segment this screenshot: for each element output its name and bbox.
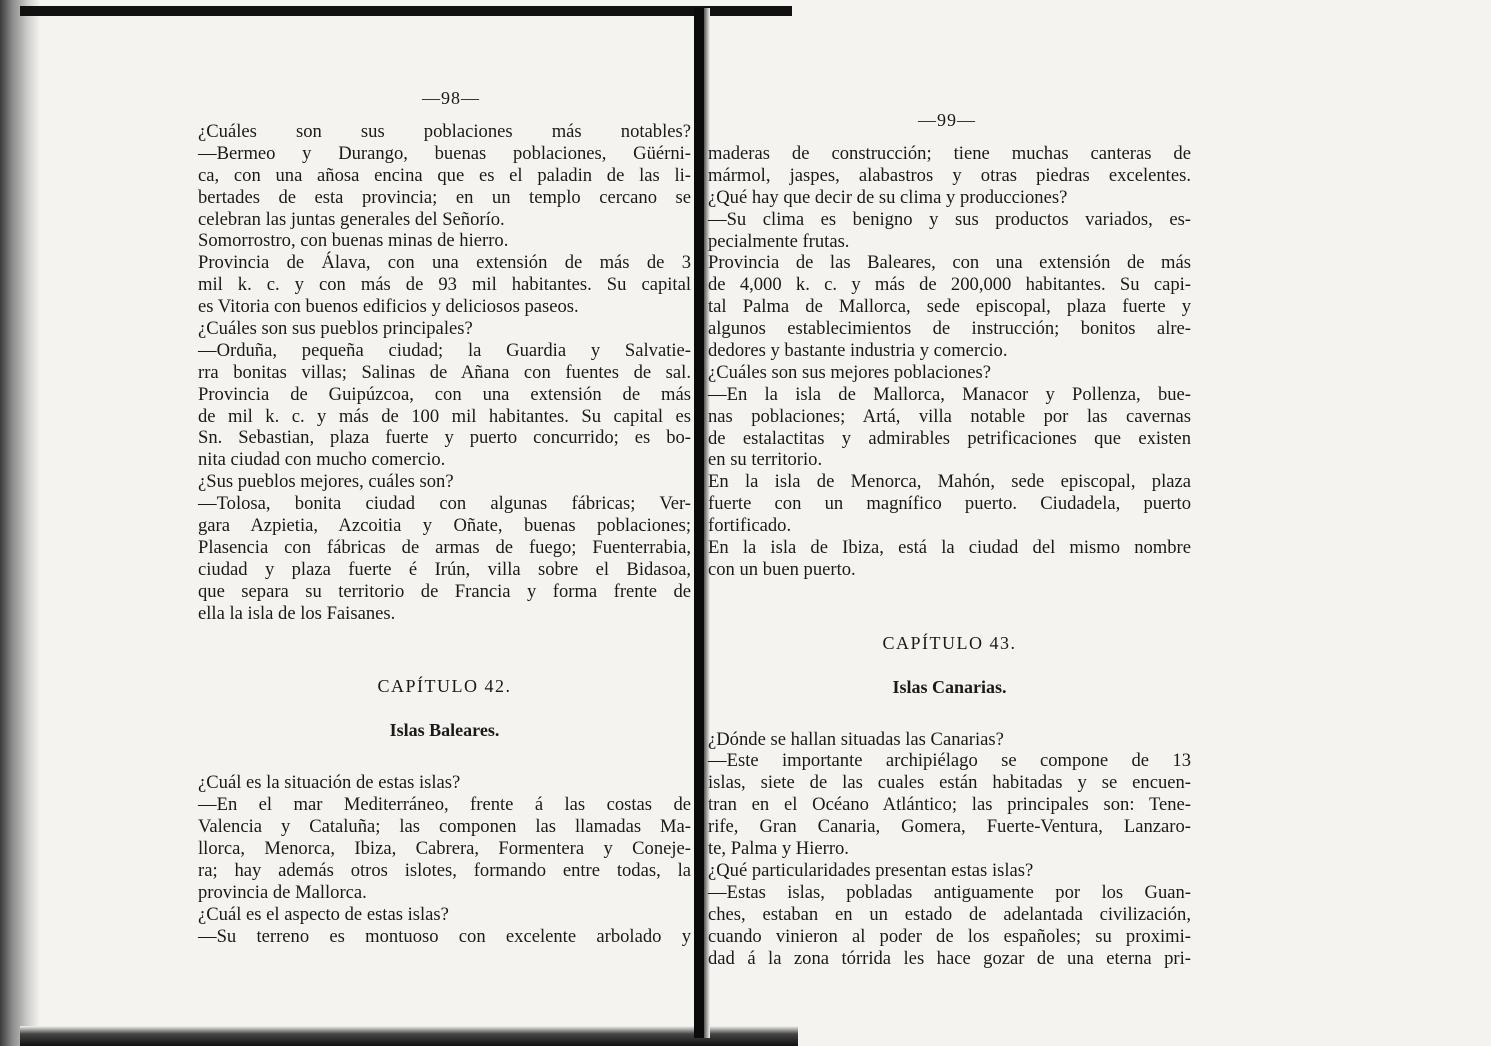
text-line: —Tolosa, bonita ciudad con algunas fábricas; Ver- [198, 493, 691, 515]
text-line: En la isla de Menorca, Mahón, sede episcopal, plaza [708, 471, 1191, 493]
text-line: ¿Cuáles son sus pueblos principales? [198, 318, 473, 340]
text-line: —Su clima es benigno y sus productos variados, es- [708, 208, 1191, 230]
text-line: ra; hay además otros islotes, formando entre todas, la [198, 859, 691, 881]
text-line: ciudad y plaza fuerte é Irún, villa sobre el Bidasoa, [198, 558, 691, 580]
text-line: de mil k. c. y más de 100 mil habitantes. Su capital es [198, 405, 691, 427]
text-line: con un buen puerto. [708, 558, 856, 580]
text-line: tal Palma de Mallorca, sede episcopal, plaza fuerte y [708, 296, 1191, 318]
text-line: ¿Cuál es el aspecto de estas islas? [198, 903, 449, 925]
scan-edge-shadow [0, 0, 40, 1046]
text-line: —Orduña, pequeña ciudad; la Guardia y Salvatie- [198, 339, 691, 361]
text-line: ches, estaban en un estado de adelantada civilización, [708, 903, 1191, 925]
right-page-body-b [708, 729, 1191, 970]
left-page [198, 121, 691, 947]
left-page-body-a [198, 121, 691, 624]
text-line: Provincia de Álava, con una extensión de más de 3 [198, 252, 691, 274]
text-line: —En la isla de Mallorca, Manacor y Pollenza, bue- [708, 383, 1191, 405]
chapter-heading: CAPÍTULO 42. [377, 676, 512, 697]
text-line: ¿Sus pueblos mejores, cuáles son? [198, 471, 454, 493]
text-line: ¿Dónde se hallan situadas las Canarias? [708, 728, 1004, 750]
text-line: Sn. Sebastian, plaza fuerte y puerto concurrido; es bo- [198, 427, 691, 449]
text-line: ¿Cuál es la situación de estas islas? [198, 772, 461, 794]
text-line: cuando vinieron al poder de los españoles; su proximi- [708, 925, 1191, 947]
text-line: fuerte con un magnífico puerto. Ciudadela, puerto [708, 493, 1191, 515]
text-line: —Estas islas, pobladas antiguamente por los Guan- [708, 881, 1191, 903]
text-line: rra bonitas villas; Salinas de Añana con fuentes de sal. [198, 361, 691, 383]
text-line: llorca, Menorca, Ibiza, Cabrera, Formentera y Coneje- [198, 837, 691, 859]
text-line: —Este importante archipiélago se compone de 13 [708, 750, 1191, 772]
text-line: de 4,000 k. c. y más de 200,000 habitantes. Su capi- [708, 274, 1191, 296]
page-number-right: —99— [918, 110, 976, 130]
text-line: mármol, jaspes, alabastros y otras piedras excelentes. [708, 164, 1191, 186]
text-line: Valencia y Cataluña; las componen las llamadas Ma- [198, 816, 691, 838]
text-line: fortificado. [708, 515, 792, 537]
chapter-title: Islas Canarias. [892, 676, 1007, 697]
right-page [708, 143, 1191, 969]
text-line: —En el mar Mediterráneo, frente á las costas de [198, 794, 691, 816]
text-line: dad á la zona tórrida les hace gozar de una eterna pri- [708, 947, 1191, 969]
text-line: En la isla de Ibiza, está la ciudad del mismo nombre [708, 537, 1191, 559]
text-line: de estalactitas y admirables petrificaciones que existen [708, 427, 1191, 449]
text-line: en su territorio. [708, 449, 823, 471]
text-line: gara Azpietia, Azcoitia y Oñate, buenas poblaciones; [198, 515, 691, 537]
text-line: maderas de construcción; tiene muchas canteras de [708, 143, 1191, 164]
text-line: islas, siete de las cuales están habitadas y se encuen- [708, 772, 1191, 794]
chapter-title: Islas Baleares. [389, 720, 500, 741]
left-page-body-b [198, 772, 691, 947]
page-number-left: —98— [422, 88, 480, 108]
text-line: dedores y bastante industria y comercio. [708, 340, 1008, 362]
text-line: ca, con una añosa encina que es el paladin de las li- [198, 164, 691, 186]
text-line: provincia de Mallorca. [198, 881, 367, 903]
text-line: bertades de esta provincia; en un templo cercano se [198, 186, 691, 208]
text-line: algunos establecimientos de instrucción; bonitos alre- [708, 318, 1191, 340]
text-line: ella la isla de los Faisanes. [198, 602, 396, 624]
text-line: —Bermeo y Durango, buenas poblaciones, Güérni- [198, 142, 691, 164]
text-line: mil k. c. y con más de 93 mil habitantes. Su capital [198, 274, 691, 296]
text-line: ¿Qué particularidades presentan estas islas? [708, 859, 1034, 881]
text-line: es Vitoria con buenos edificios y deliciosos paseos. [198, 296, 579, 318]
text-line: nas poblaciones; Artá, villa notable por las cavernas [708, 405, 1191, 427]
text-line: Provincia de las Baleares, con una extensión de más [708, 252, 1191, 274]
text-line: celebran las juntas generales del Señorío. [198, 208, 505, 230]
text-line: ¿Cuáles son sus mejores poblaciones? [708, 361, 991, 383]
text-line: rife, Gran Canaria, Gomera, Fuerte-Ventura, Lanzaro- [708, 816, 1191, 838]
text-line: ¿Cuáles son sus poblaciones más notables? [198, 121, 691, 142]
scan-top-border [20, 6, 792, 16]
text-line: te, Palma y Hierro. [708, 838, 849, 860]
text-line: tran en el Océano Atlántico; las principales son: Tene- [708, 794, 1191, 816]
right-page-body-a [708, 143, 1191, 581]
text-line: Provincia de Guipúzcoa, con una extensión de más [198, 383, 691, 405]
text-line: pecialmente frutas. [708, 230, 850, 252]
text-line: nita ciudad con mucho comercio. [198, 449, 446, 471]
text-line: Somorrostro, con buenas minas de hierro. [198, 230, 509, 252]
text-line: que separa su territorio de Francia y forma frente de [198, 580, 691, 602]
scan-bottom-border [20, 1026, 798, 1046]
book-gutter [694, 8, 704, 1038]
chapter-heading: CAPÍTULO 43. [882, 632, 1017, 653]
text-line: —Su terreno es montuoso con excelente arbolado y [198, 925, 691, 947]
text-line: ¿Qué hay que decir de su clima y producciones? [708, 186, 1068, 208]
text-line: Plasencia con fábricas de armas de fuego; Fuenterrabia, [198, 536, 691, 558]
